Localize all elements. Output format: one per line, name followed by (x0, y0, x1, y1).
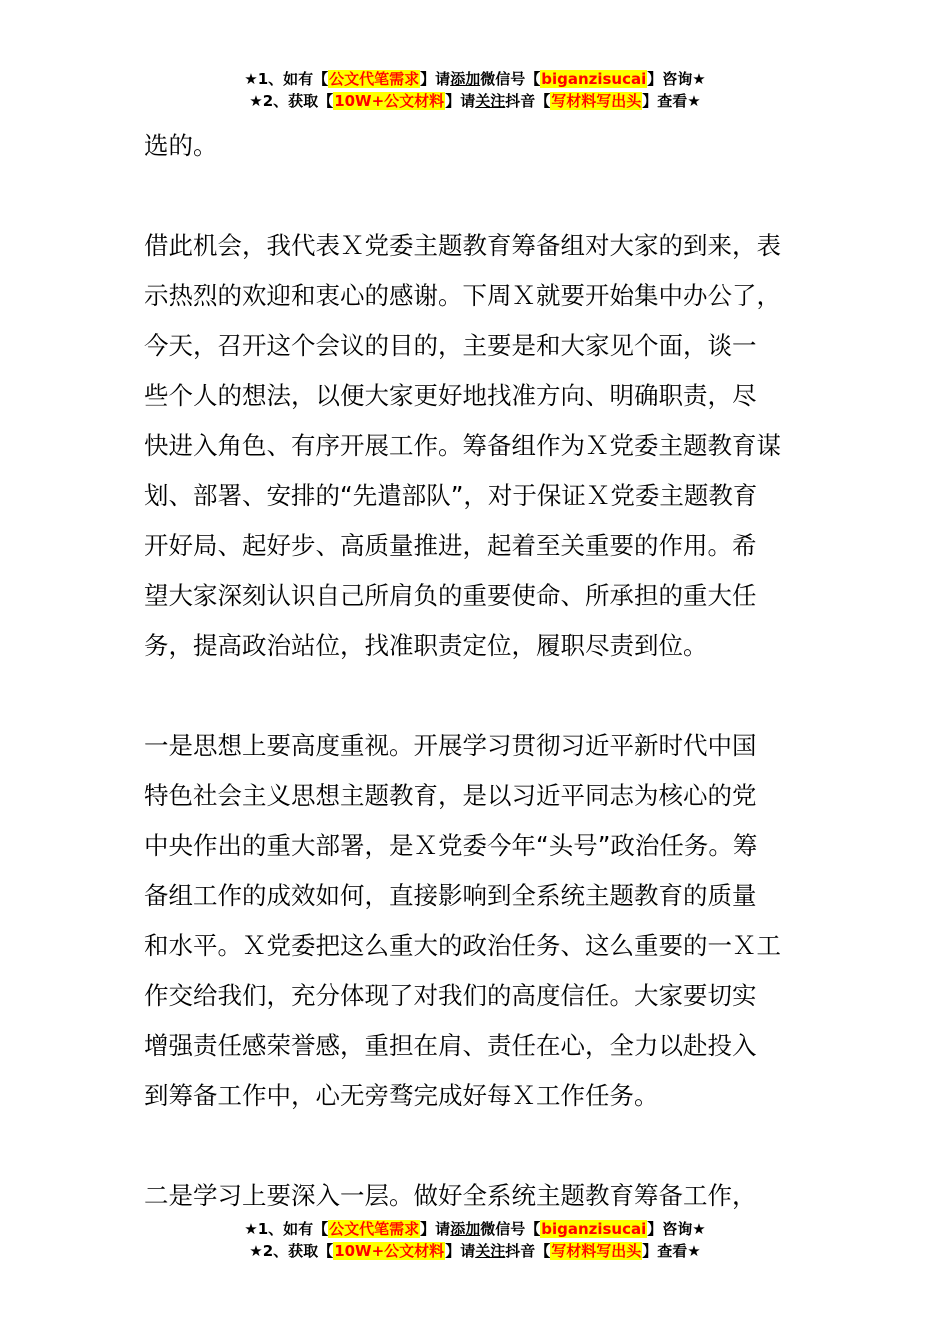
banner-text: 】请 (420, 1220, 451, 1238)
text-line: 划、部署、安排的“先遣部队”，对于保证Ｘ党委主题教育 (144, 481, 758, 510)
banner-text: 】咨询★ (647, 1220, 706, 1238)
paragraph (144, 221, 808, 671)
banner-text: 】查看★ (642, 92, 701, 110)
highlight-wechat-id: biganzisucai (541, 1220, 647, 1238)
header-banner (0, 68, 950, 112)
banner-text: ★1、如有【 (244, 1220, 329, 1238)
text-line: 一是思想上要高度重视。开展学习贯彻习近平新时代中国 (144, 731, 757, 760)
text-line: 到筹备工作中，心无旁骛完成好每Ｘ工作任务。 (144, 1081, 659, 1110)
paragraph-spacer (144, 171, 808, 221)
banner-text: 微信号【 (480, 1220, 541, 1238)
highlight-service: 公文代笔需求 (329, 70, 420, 88)
text-line: 快进入角色、有序开展工作。筹备组作为Ｘ党委主题教育谋 (144, 431, 781, 460)
underlined-text: 关注 (475, 92, 506, 110)
paragraph (144, 121, 808, 171)
highlight-service: 公文代笔需求 (329, 1220, 420, 1238)
text-line: 开好局、起好步、高质量推进，起着至关重要的作用。希 (144, 531, 757, 560)
banner-text: 】请 (445, 92, 476, 110)
text-line: 特色社会主义思想主题教育，是以习近平同志为核心的党 (144, 781, 757, 810)
text-line: 今天，召开这个会议的目的，主要是和大家见个面，谈一 (144, 331, 757, 360)
banner-text: ★2、获取【 (249, 92, 334, 110)
text-line: 备组工作的成效如何，直接影响到全系统主题教育的质量 (144, 881, 757, 910)
underlined-text: 添加 (450, 70, 481, 88)
text-line: 借此机会，我代表Ｘ党委主题教育筹备组对大家的到来，表 (144, 231, 781, 260)
text-line: 选的。 (144, 131, 218, 160)
paragraph-spacer (144, 1121, 808, 1171)
text-line: 增强责任感荣誉感，重担在肩、责任在心，全力以赴投入 (144, 1031, 757, 1060)
highlight-douyin-account: 写材料写出头 (551, 1242, 642, 1260)
highlight-wechat-id: biganzisucai (541, 70, 647, 88)
banner-text: ★1、如有【 (244, 70, 329, 88)
banner-text: 】咨询★ (647, 70, 706, 88)
footer-banner (0, 1218, 950, 1262)
paragraph (144, 1171, 808, 1221)
banner-text: 】请 (445, 1242, 476, 1260)
text-line: 务，提高政治站位，找准职责定位，履职尽责到位。 (144, 631, 708, 660)
text-line: 作交给我们，充分体现了对我们的高度信任。大家要切实 (144, 981, 757, 1010)
highlight-douyin-account: 写材料写出头 (551, 92, 642, 110)
banner-line-1 (0, 1218, 950, 1240)
paragraph-spacer (144, 671, 808, 721)
highlight-materials: 10W+公文材料 (334, 92, 445, 110)
banner-text: ★2、获取【 (249, 1242, 334, 1260)
banner-text: 抖音【 (505, 1242, 551, 1260)
text-line: 二是学习上要深入一层。做好全系统主题教育筹备工作， (144, 1181, 757, 1210)
text-line: 和水平。Ｘ党委把这么重大的政治任务、这么重要的一Ｘ工 (144, 931, 781, 960)
paragraph (144, 721, 808, 1121)
document-body (144, 121, 808, 1221)
banner-text: 】查看★ (642, 1242, 701, 1260)
underlined-text: 添加 (450, 1220, 481, 1238)
banner-text: 抖音【 (505, 92, 551, 110)
banner-line-1 (0, 68, 950, 90)
text-line: 些个人的想法，以便大家更好地找准方向、明确职责，尽 (144, 381, 757, 410)
banner-line-2 (0, 1240, 950, 1262)
underlined-text: 关注 (475, 1242, 506, 1260)
text-line: 望大家深刻认识自己所肩负的重要使命、所承担的重大任 (144, 581, 757, 610)
banner-line-2 (0, 90, 950, 112)
text-line: 中央作出的重大部署，是Ｘ党委今年“头号”政治任务。筹 (144, 831, 758, 860)
banner-text: 微信号【 (480, 70, 541, 88)
text-line: 示热烈的欢迎和衷心的感谢。下周Ｘ就要开始集中办公了， (144, 281, 781, 310)
highlight-materials: 10W+公文材料 (334, 1242, 445, 1260)
banner-text: 】请 (420, 70, 451, 88)
